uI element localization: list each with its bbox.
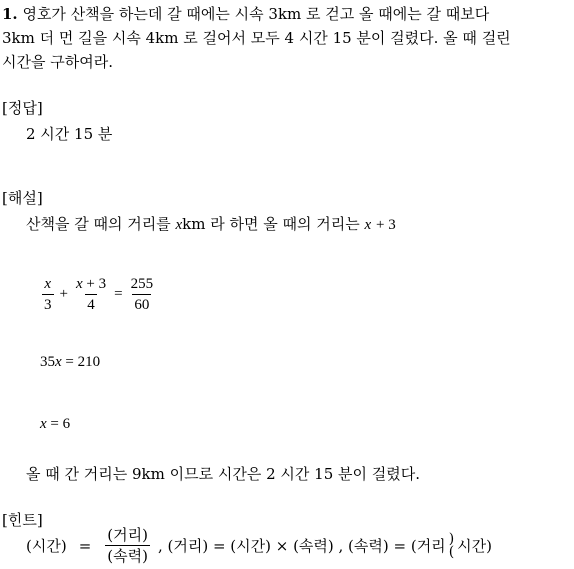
fraction-denominator: 4	[85, 294, 97, 314]
fraction-255-over-60	[129, 275, 156, 314]
problem-text-1: 영호가 산책을 하는데 갈 때에는 시속 3km 로 걷고 올 때에는 갈 때보다	[22, 5, 490, 23]
hint-paren-top: )	[448, 530, 455, 547]
hint-formula-end: 시간)	[457, 537, 492, 555]
intro-variable: x	[175, 217, 183, 233]
numerator-variable: x	[75, 276, 83, 292]
fraction-numerator	[74, 275, 108, 294]
problem-line-3: 시간을 구하여라.	[2, 53, 113, 71]
variable: x	[55, 354, 62, 370]
hint-equals: =	[78, 536, 92, 555]
solution-conclusion: 올 때 간 거리는 9km 이므로 시간은 2 시간 15 분이 걸렸다.	[26, 465, 421, 483]
solution-intro-after: km 라 하면 올 때의 거리는	[182, 215, 360, 233]
intro-expr-variable: x	[364, 217, 372, 233]
hint-time-label: (시간)	[26, 537, 67, 555]
equation-3	[40, 416, 70, 433]
fraction-denominator: 60	[132, 294, 151, 314]
fraction-numerator: x	[44, 276, 52, 292]
fraction-numerator: 255	[130, 276, 154, 292]
hint-formula-rest: , (거리) = (시간) × (속력) , (속력) = (거리	[157, 537, 446, 555]
coefficient: 35	[40, 354, 55, 370]
equation-2	[40, 354, 100, 371]
solution-heading: [해설]	[2, 189, 43, 207]
equation-rest: = 6	[50, 416, 71, 432]
problem-line-1	[2, 3, 489, 24]
equation-rest: = 210	[65, 354, 101, 370]
plus-operator: +	[59, 286, 68, 302]
problem-number: 1.	[2, 5, 18, 23]
answer-heading: [정답]	[2, 99, 43, 117]
equation-1	[40, 275, 157, 314]
fraction-x-plus-3-over-4	[74, 275, 108, 314]
equals-sign: =	[114, 286, 123, 302]
hint-fraction-numerator: (거리)	[107, 526, 148, 544]
solution-intro-before: 산책을 갈 때의 거리를	[26, 215, 171, 233]
fraction-x-over-3	[42, 275, 54, 314]
variable: x	[40, 416, 47, 432]
hint-formula	[26, 526, 492, 565]
hint-fraction-denominator: (속력)	[107, 547, 148, 565]
hint-fraction	[105, 526, 150, 565]
answer-text: 2 시간 15 분	[26, 125, 113, 143]
hint-heading: [힌트]	[2, 511, 43, 529]
intro-expr-rest: + 3	[375, 217, 396, 233]
fraction-denominator: 3	[42, 294, 54, 314]
solution-intro	[26, 213, 396, 234]
hint-split-paren	[448, 530, 455, 560]
numerator-rest: + 3	[86, 276, 107, 292]
problem-line-2: 3km 더 먼 길을 시속 4km 로 걸어서 모두 4 시간 15 분이 걸렸다. 올 때 걸린	[2, 29, 511, 47]
hint-paren-bottom: (	[448, 543, 455, 560]
